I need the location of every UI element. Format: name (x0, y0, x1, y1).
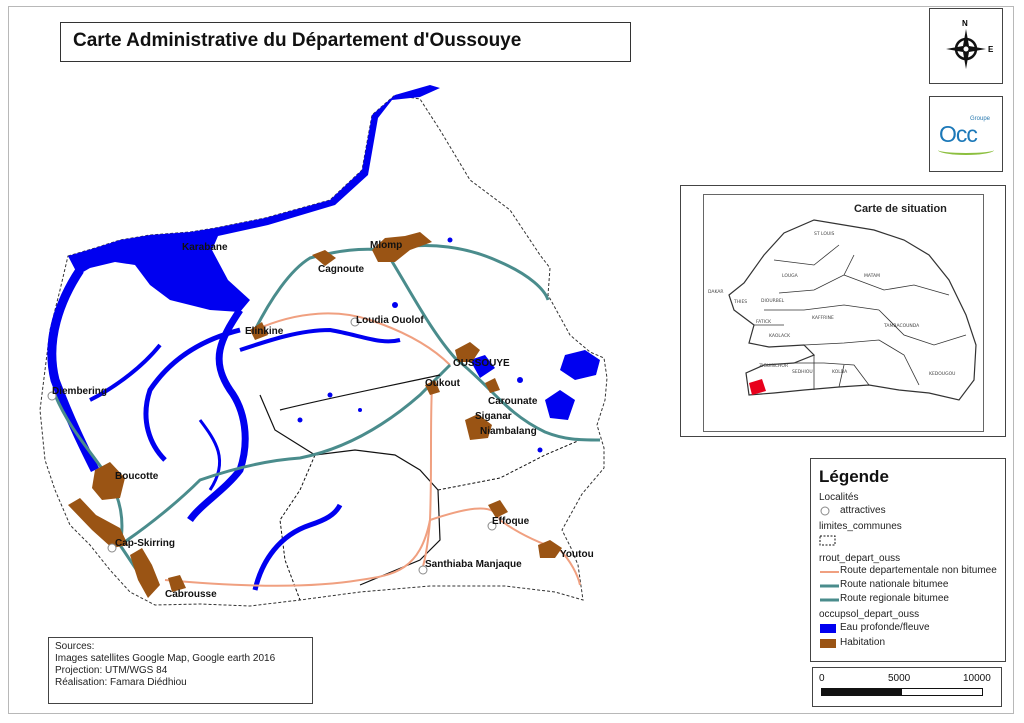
situation-title: Carte de situation (854, 203, 947, 215)
scale-tick-10000: 10000 (963, 673, 991, 684)
region-label: MATAM (864, 274, 880, 279)
place-label-karabane: Karabane (182, 242, 228, 253)
place-label-boucotte: Boucotte (115, 471, 159, 482)
place-label-cabrousse: Cabrousse (165, 589, 217, 600)
sources-line: Images satellites Google Map, Google earth 2016 (55, 653, 276, 664)
region-label: LOUGA (782, 274, 798, 279)
legend-habitation: Habitation (840, 637, 886, 648)
situation-map[interactable] (704, 195, 985, 433)
north-arrow-box (929, 8, 1003, 84)
legend-locality-symbol (819, 505, 831, 517)
scale-segment-black (821, 688, 901, 696)
situation-map-box (680, 185, 1006, 437)
region-label: TAMBACOUNDA (884, 324, 920, 329)
compass-north-label: N (962, 19, 968, 28)
place-label-santhiaba: Santhiaba Manjaque (425, 559, 522, 570)
sources-line: Projection: UTM/WGS 84 (55, 665, 168, 676)
legend-route-nat-symbol (819, 581, 841, 591)
legend-boundary-symbol (819, 535, 837, 547)
legend-habitation-symbol (819, 638, 839, 650)
legend-limites: limites_communes (819, 521, 902, 532)
region-label: ZIGUINCHOR (759, 364, 789, 369)
logo-swoosh (938, 145, 994, 155)
legend (810, 458, 1006, 662)
legend-route-reg: Route regionale bitumee (840, 593, 949, 604)
legend-route-dep: Route departementale non bitumee (840, 565, 997, 576)
logo-small-text: Groupe (970, 116, 991, 122)
map-title-box (60, 22, 631, 62)
scale-segment-white (901, 688, 983, 696)
water-pond (358, 408, 362, 412)
legend-occupsol: occupsol_depart_ouss (819, 609, 920, 620)
legend-route-dep-symbol (819, 567, 841, 577)
place-label-siganar: Siganar (475, 411, 512, 422)
legend-attractives: attractives (840, 505, 886, 516)
logo-box (929, 96, 1003, 172)
place-label-niambalang: Niambalang (480, 426, 537, 437)
region-label: DAKAR (708, 290, 724, 295)
sources-box (48, 637, 313, 704)
legend-water-symbol (819, 623, 839, 635)
place-label-youtou: Youtou (560, 549, 594, 560)
water-pond (298, 418, 303, 423)
logo-text: Occ (939, 121, 977, 147)
situation-map-frame (703, 194, 984, 432)
water-pond (538, 448, 543, 453)
region-label: KEDOUGOU (929, 372, 956, 377)
place-label-elinkine: Elinkine (245, 326, 284, 337)
sources-line: Sources: (55, 641, 95, 652)
region-label: KOLDA (832, 370, 848, 375)
scale-tick-5000: 5000 (888, 673, 911, 684)
place-label-effoque: Effoque (492, 516, 530, 527)
legend-route-reg-symbol (819, 595, 841, 605)
region-label: KAOLACK (769, 334, 791, 339)
compass-rose-icon (930, 9, 1002, 83)
region-label: FATICK (756, 320, 772, 325)
water-pond (517, 377, 523, 383)
place-label-oussouye: OUSSOUYE (453, 358, 510, 369)
place-label-diembering: Diembering (52, 386, 108, 397)
region-label: ST LOUIS (814, 232, 835, 237)
legend-localites: Localités (819, 492, 859, 503)
place-label-cagnoute: Cagnoute (318, 264, 365, 275)
legend-route-nat: Route nationale bitumee (840, 579, 949, 590)
scale-tick-0: 0 (819, 673, 825, 684)
water-pond (392, 302, 398, 308)
department-boundary (40, 95, 607, 606)
legend-routes-group: rrout_depart_ouss (819, 553, 901, 564)
legend-title: Légende (819, 467, 889, 486)
region-label: THIES (734, 300, 748, 305)
water-pond (448, 238, 453, 243)
sources-line: Réalisation: Famara Diédhiou (55, 677, 187, 688)
place-label-carounate: Carounate (488, 396, 538, 407)
legend-eau: Eau profonde/fleuve (840, 622, 930, 633)
compass-east-label: E (988, 45, 994, 54)
water-pond (328, 393, 333, 398)
region-label: KAFFRINE (812, 316, 834, 321)
place-label-mlomp: Mlomp (370, 240, 403, 251)
map-title: Carte Administrative du Département d'Oussouye (73, 30, 522, 51)
place-label-capskirring: Cap-Skirring (115, 538, 176, 549)
region-label: DIOURBEL (761, 299, 785, 304)
scale-bar (812, 667, 1002, 707)
place-label-loudia: Loudia Ouolof (356, 315, 424, 326)
region-label: SEDHIOU (792, 370, 813, 375)
place-label-oukout: Oukout (425, 378, 460, 389)
